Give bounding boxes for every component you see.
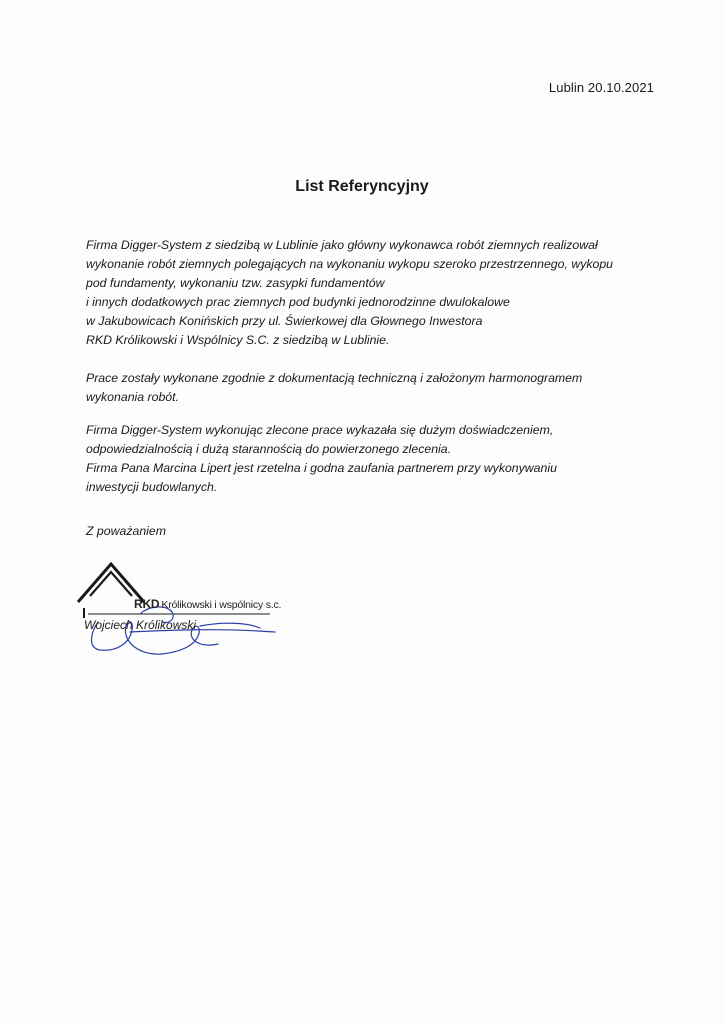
paragraph-line: Firma Digger-System wykonując zlecone prace wykazała się dużym doświadczeniem,	[86, 423, 554, 437]
paragraph-line: Firma Pana Marcina Lipert jest rzetelna i godna zaufania partnerem przy wykonywaniu	[86, 461, 557, 475]
paragraph-line: wykonanie robót ziemnych polegających na wykonaniu wykopu szeroko przestrzennego, wykopu	[86, 257, 614, 271]
stamp-rkd-mark: RKD	[134, 597, 160, 611]
paragraph-line: Firma Digger-System z siedzibą w Lublinie jako główny wykonawca robót ziemnych realizował	[86, 238, 598, 252]
paragraph-line: i innych dodatkowych prac ziemnych pod budynki jednorodzinne dwulokalowe	[86, 295, 510, 309]
paragraph-line: w Jakubowicach Konińskich przy ul. Świerkowej dla Głownego Inwestora	[86, 314, 483, 328]
stamp-company-label: Królikowski i wspólnicy s.c.	[161, 599, 282, 611]
paragraph-line: wykonania robót.	[86, 390, 179, 404]
closing-salutation: Z poważaniem	[86, 524, 166, 538]
paragraph-line: Prace zostały wykonane zgodnie z dokumentacją techniczną i założonym harmonogramem	[86, 371, 583, 385]
paragraph-line: odpowiedzialnością i dużą starannością do powierzonego zlecenia.	[86, 442, 452, 456]
signatory-name: Wojciech Królikowski	[84, 618, 197, 632]
stamp-graphic	[70, 556, 330, 676]
paragraph-line: pod fundamenty, wykonaniu tzw. zasypki fundamentów	[86, 276, 385, 290]
letter-date: Lublin 20.10.2021	[548, 80, 654, 95]
stamp-company-name	[134, 597, 281, 611]
paragraph-line: inwestycji budowlanych.	[86, 480, 218, 494]
paragraph-2	[86, 369, 686, 407]
letter-title: List Referyncyjny	[295, 178, 429, 195]
paragraph-line: RKD Królikowski i Wspólnicy S.C. z siedzibą w Lublinie.	[86, 333, 390, 347]
company-stamp	[70, 556, 330, 676]
paragraph-3	[86, 421, 686, 497]
paragraph-1	[86, 236, 686, 350]
